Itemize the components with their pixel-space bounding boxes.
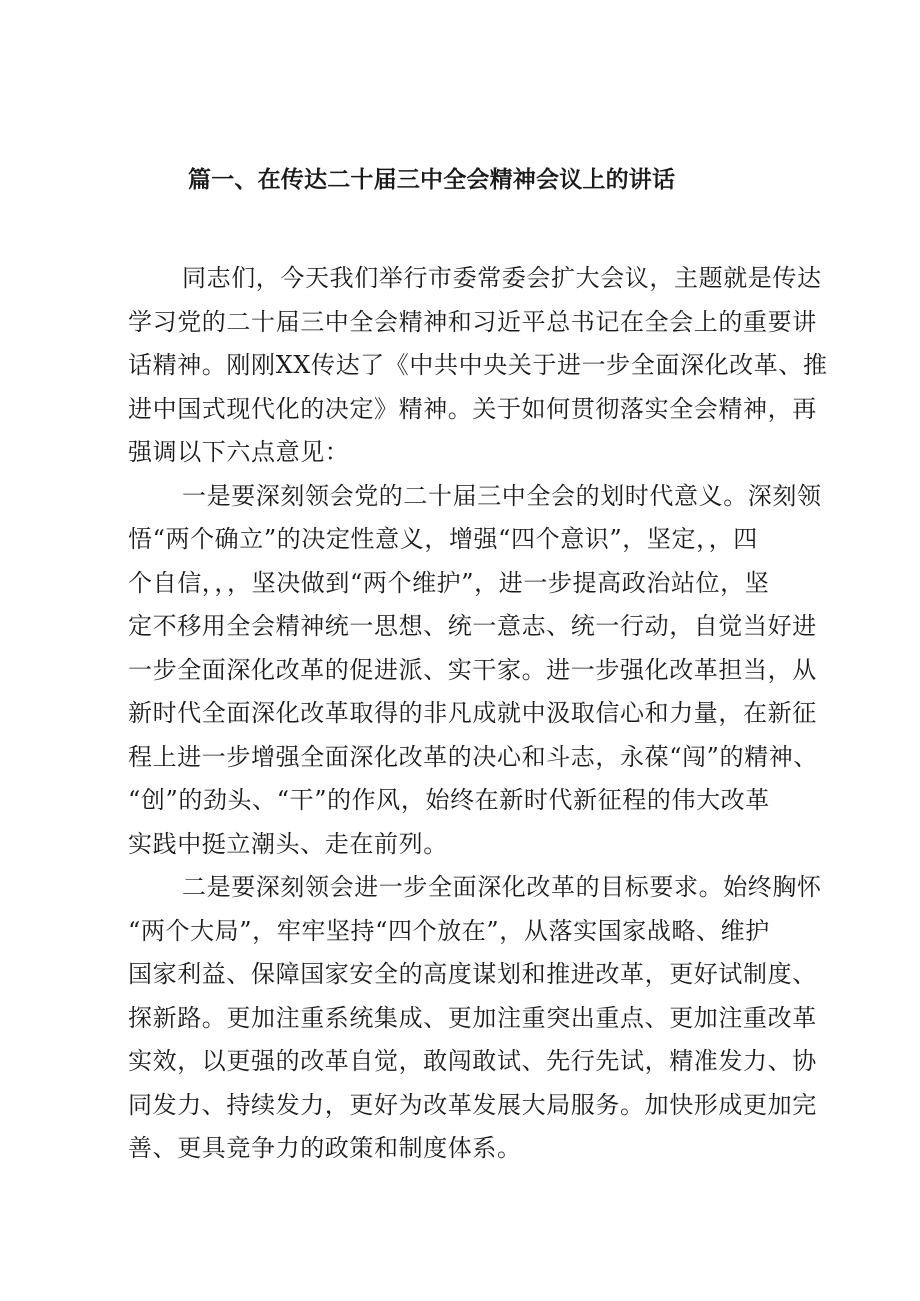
text-line: 同发力、持续发力，更好为改革发展大局服务。加快形成更加完 — [128, 1090, 817, 1119]
text-line: 学习党的二十届三中全会精神和习近平总书记在全会上的重要讲 — [128, 307, 817, 336]
text-line: 实践中挺立潮头、走在前列。 — [128, 829, 448, 858]
text-line: “两个大局”，牢牢坚持“四个放在”，从落实国家战略、维护 — [128, 916, 770, 945]
text-line: 实效，以更强的改革自觉，敢闯敢试、先行先试，精准发力、协 — [128, 1047, 817, 1075]
document-body — [128, 257, 828, 1171]
text-line: 国家利益、保障国家安全的高度谋划和推进改革，更好试制度、 — [128, 960, 817, 988]
text-line: 新时代全面深化改革取得的非凡成就中汲取信心和力量，在新征 — [128, 699, 817, 727]
text-line: 进中国式现代化的决定》精神。关于如何贯彻落实全会精神，再 — [128, 394, 817, 423]
text-line: 同志们，今天我们举行市委常委会扩大会议，主题就是传达 — [182, 264, 822, 292]
text-line: 程上进一步增强全面深化改革的决心和斗志，永葆“闯”的精神、 — [128, 742, 818, 771]
text-line: 二是要深刻领会进一步全面深化改革的目标要求。始终胸怀 — [182, 873, 822, 901]
text-line: 探新路。更加注重系统集成、更加注重突出重点、更加注重改革 — [128, 1003, 817, 1032]
text-line: 悟“两个确立”的决定性意义，增强“四个意识”，坚定，，四 — [128, 525, 758, 553]
document-title: 篇一、在传达二十届三中全会精神会议上的讲话 — [188, 167, 676, 193]
text-line: 强调以下六点意见： — [128, 438, 350, 466]
text-line: 善、更具竞争力的政策和制度体系。 — [128, 1134, 522, 1162]
text-line: 一是要深刻领会党的二十届三中全会的划时代意义。深刻领 — [182, 481, 822, 510]
text-line: 话精神。刚刚XX传达了《中共中央关于进一步全面深化改革、推 — [128, 351, 828, 379]
text-line: 一步全面深化改革的促进派、实干家。进一步强化改革担当，从 — [128, 655, 817, 684]
text-line: “创”的劲头、“干”的作风，始终在新时代新征程的伟大改革 — [128, 786, 770, 814]
text-line: 定不移用全会精神统一思想、统一意志、统一行动，自觉当好进 — [128, 612, 817, 640]
text-line: 个自信，，，坚决做到“两个维护”，进一步提高政治站位，坚 — [128, 568, 770, 597]
